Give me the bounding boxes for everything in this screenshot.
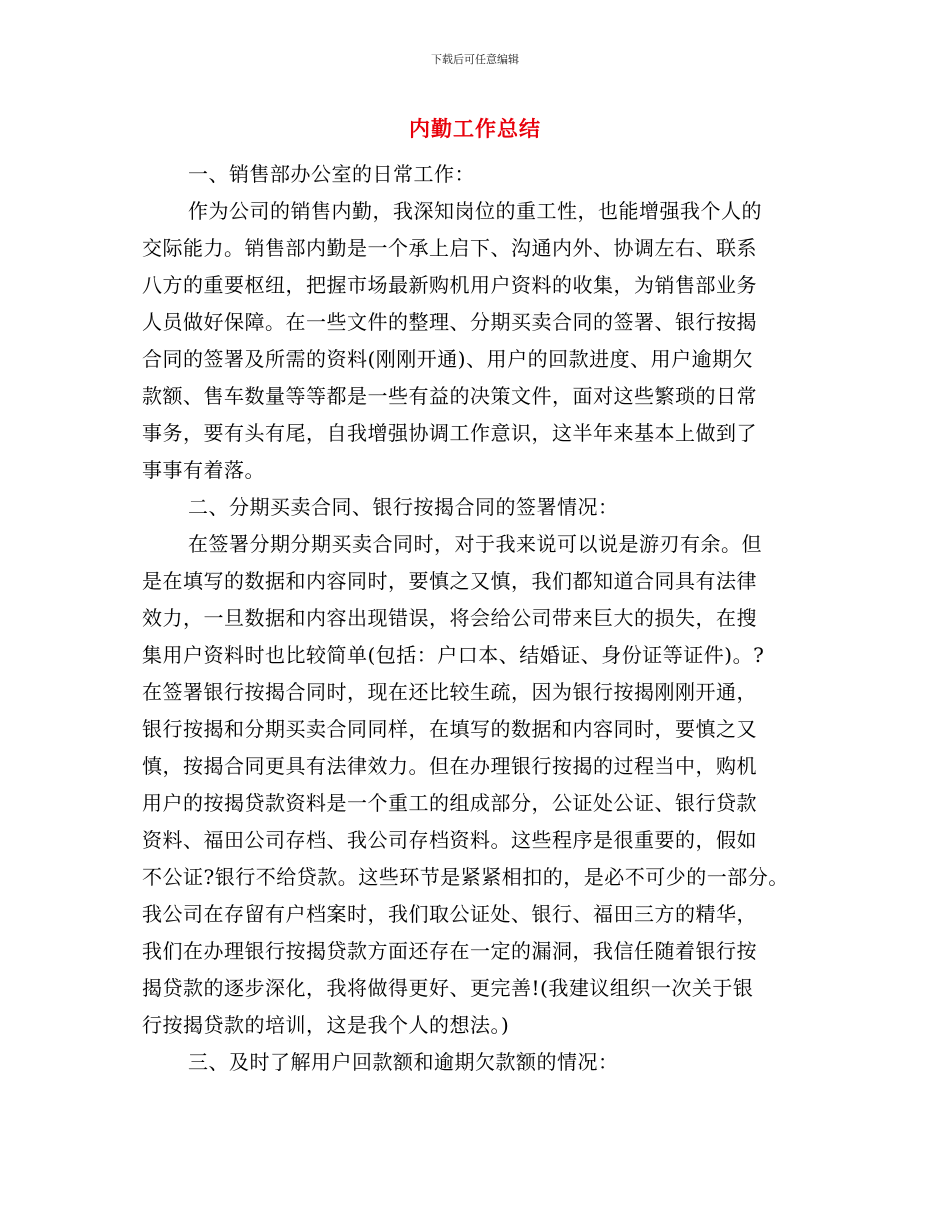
section-heading: 三、及时了解用户回款额和逾期欠款额的情况： <box>188 1050 619 1074</box>
paragraph-line: 效力，一旦数据和内容出现错误，将会给公司带来巨大的损失，在搜 <box>142 606 757 630</box>
paragraph-line: 我公司在存留有户档案时，我们取公证处、银行、福田三方的精华， <box>142 902 757 926</box>
paragraph-line: 款额、售车数量等等都是一些有益的决策文件，面对这些繁琐的日常 <box>142 384 757 408</box>
page-header: 下载后可任意编辑 <box>431 53 519 66</box>
document-body <box>142 156 822 1081</box>
paragraph-line: 是在填写的数据和内容同时，要慎之又慎，我们都知道合同具有法律 <box>142 569 757 593</box>
paragraph-line: 交际能力。销售部内勤是一个承上启下、沟通内外、协调左右、联系 <box>142 236 757 260</box>
paragraph-line: 作为公司的销售内勤，我深知岗位的重工性，也能增强我个人的 <box>188 199 762 223</box>
paragraph-line: 合同的签署及所需的资料(刚刚开通)、用户的回款进度、用户逾期欠 <box>142 347 754 371</box>
paragraph-line: 资料、福田公司存档、我公司存档资料。这些程序是很重要的，假如 <box>142 828 757 852</box>
paragraph-line: 用户的按揭贷款资料是一个重工的组成部分，公证处公证、银行贷款 <box>142 791 757 815</box>
paragraph-line: 银行按揭和分期买卖合同同样，在填写的数据和内容同时，要慎之又 <box>142 717 757 741</box>
paragraph-line: 行按揭贷款的培训，这是我个人的想法。) <box>142 1013 510 1037</box>
paragraph-line: 事事有着落。 <box>142 458 265 482</box>
paragraph-line: 我们在办理银行按揭贷款方面还存在一定的漏洞，我信任随着银行按 <box>142 939 757 963</box>
paragraph-line: 揭贷款的逐步深化，我将做得更好、更完善!(我建议组织一次关于银 <box>142 976 754 1000</box>
document-title: 内勤工作总结 <box>409 117 541 141</box>
paragraph-line: 八方的重要枢纽，把握市场最新购机用户资料的收集，为销售部业务 <box>142 273 757 297</box>
paragraph-line: 慎，按揭合同更具有法律效力。但在办理银行按揭的过程当中，购机 <box>142 754 757 778</box>
paragraph-line: 在签署分期分期买卖合同时，对于我来说可以说是游刃有余。但 <box>188 532 762 556</box>
section-heading: 一、销售部办公室的日常工作： <box>188 162 475 186</box>
paragraph-line: 集用户资料时也比较简单(包括：户口本、结婚证、身份证等证件)。? <box>142 643 765 667</box>
section-heading: 二、分期买卖合同、银行按揭合同的签署情况： <box>188 495 619 519</box>
paragraph-line: 在签署银行按揭合同时，现在还比较生疏，因为银行按揭刚刚开通， <box>142 680 757 704</box>
paragraph-line: 事务，要有头有尾，自我增强协调工作意识，这半年来基本上做到了 <box>142 421 757 445</box>
paragraph-line: 人员做好保障。在一些文件的整理、分期买卖合同的签署、银行按揭 <box>142 310 757 334</box>
paragraph-line: 不公证?银行不给贷款。这些环节是紧紧相扣的，是必不可少的一部分。 <box>142 865 789 889</box>
